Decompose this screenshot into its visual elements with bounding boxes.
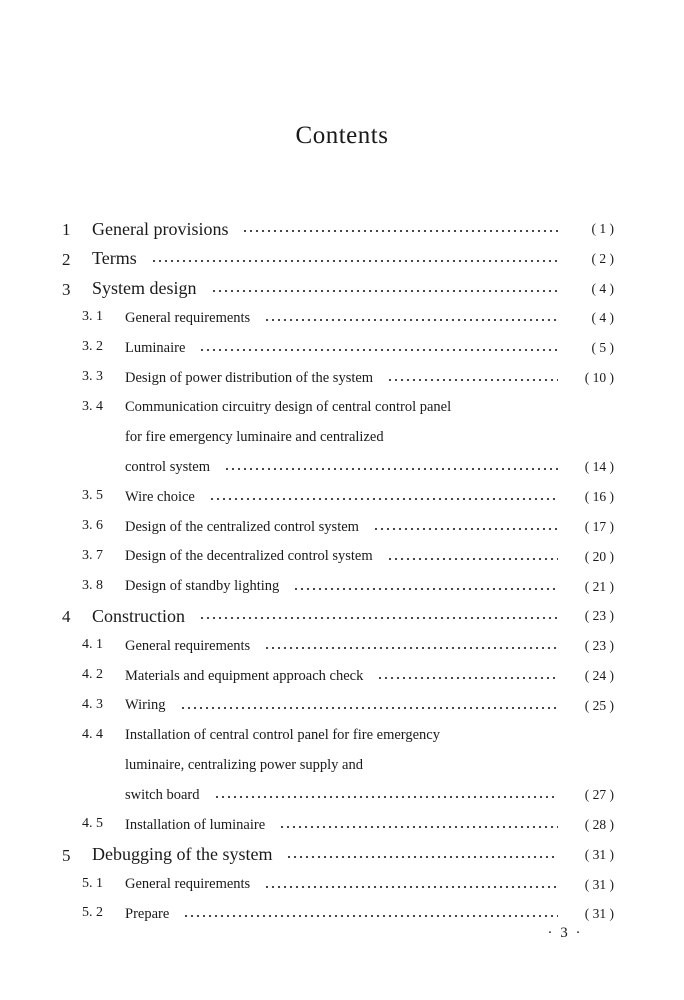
toc-page-ref: ( 24 ) [584, 668, 614, 683]
toc-title: Luminaire [125, 339, 186, 356]
toc-title: General requirements [125, 876, 251, 893]
toc-number: 4. 1 [82, 637, 103, 653]
dot-leader [293, 588, 558, 590]
toc-title: System design [92, 278, 197, 299]
toc-title: control system [125, 458, 210, 475]
toc-title: luminaire, centralizing power supply and [125, 756, 363, 773]
dot-leader [242, 230, 558, 232]
toc-page-ref: ( 4 ) [591, 310, 614, 326]
toc-number: 3. 8 [82, 577, 103, 593]
toc-number: 3. 7 [82, 547, 103, 563]
toc-title: switch board [125, 786, 200, 803]
toc-title: Design of power distribution of the system [125, 369, 374, 386]
toc-number: 4. 5 [82, 816, 103, 831]
toc-page-ref: ( 20 ) [584, 548, 614, 564]
toc-title: Design of the decentralized control system [125, 548, 373, 565]
toc-title: General requirements [125, 309, 251, 326]
toc-number: 5 [62, 845, 71, 865]
toc-page-ref: ( 23 ) [584, 608, 614, 624]
toc-title: Construction [92, 605, 185, 626]
dot-leader [264, 319, 558, 321]
toc-page-ref: ( 25 ) [584, 697, 614, 713]
toc-number: 1 [62, 220, 71, 239]
dot-leader [199, 349, 558, 351]
toc-number: 3. 6 [82, 518, 103, 533]
toc-title: Materials and equipment approach check [125, 667, 364, 684]
page-number: · 3 · [547, 925, 583, 941]
toc-number: 2 [62, 249, 71, 269]
dot-leader [199, 617, 558, 619]
toc-number: 4. 4 [82, 726, 103, 742]
dot-leader [387, 379, 558, 381]
toc-title: General requirements [125, 637, 251, 654]
toc-title: Installation of luminaire [125, 816, 266, 833]
toc-title: Prepare [125, 905, 170, 922]
toc-number: 4. 2 [82, 667, 103, 682]
toc-page-ref: ( 28 ) [584, 817, 614, 832]
toc-page-ref: ( 31 ) [584, 906, 614, 922]
toc-title: for fire emergency luminaire and centralized [125, 429, 384, 446]
toc-page-ref: ( 14 ) [584, 459, 614, 475]
toc-number: 3 [62, 279, 71, 299]
dot-leader [279, 826, 558, 828]
dot-leader [264, 886, 558, 888]
toc-page-ref: ( 16 ) [584, 489, 614, 505]
toc-page-ref: ( 1 ) [591, 221, 614, 236]
dot-leader [387, 558, 558, 560]
dot-leader [224, 468, 558, 470]
toc-title: Wiring [125, 697, 166, 714]
toc-title: Wire choice [125, 488, 195, 505]
toc-number: 3. 3 [82, 369, 103, 384]
toc-page-ref: ( 4 ) [591, 280, 614, 296]
toc-title: Installation of central control panel for fire emergency [125, 727, 440, 744]
dot-leader [211, 290, 558, 292]
toc-number: 3. 2 [82, 339, 103, 355]
toc-title: Terms [92, 248, 137, 269]
dot-leader [264, 647, 558, 649]
toc-title: Debugging of the system [92, 844, 273, 865]
toc-title: Design of the centralized control system [125, 518, 359, 535]
dot-leader [377, 677, 558, 679]
toc-page-ref: ( 5 ) [591, 340, 614, 356]
toc-number: 3. 1 [82, 309, 103, 325]
toc-page-ref: ( 31 ) [584, 846, 614, 862]
toc-title: Communication circuitry design of central control panel [125, 399, 452, 416]
dot-leader [180, 707, 559, 709]
toc-number: 4 [62, 607, 71, 627]
toc-page-ref: ( 10 ) [584, 370, 614, 385]
toc-page-ref: ( 2 ) [591, 250, 614, 266]
toc-page-ref: ( 27 ) [584, 787, 614, 803]
toc-title: Design of standby lighting [125, 578, 280, 595]
dot-leader [214, 796, 559, 798]
page-title: Contents [295, 122, 389, 149]
dot-leader [373, 528, 558, 530]
dot-leader [209, 498, 558, 500]
dot-leader [151, 260, 558, 262]
toc-page-ref: ( 31 ) [584, 876, 614, 892]
dot-leader [286, 856, 558, 858]
toc-number: 4. 3 [82, 696, 103, 712]
toc-number: 3. 4 [82, 398, 103, 414]
toc-page-ref: ( 21 ) [584, 578, 614, 594]
toc-number: 3. 5 [82, 488, 103, 504]
toc-page-ref: ( 23 ) [584, 638, 614, 654]
toc-title: General provisions [92, 218, 229, 239]
dot-leader [183, 915, 558, 917]
toc-page-ref: ( 17 ) [584, 519, 614, 534]
toc-number: 5. 1 [82, 875, 103, 891]
toc-number: 5. 2 [82, 905, 103, 921]
